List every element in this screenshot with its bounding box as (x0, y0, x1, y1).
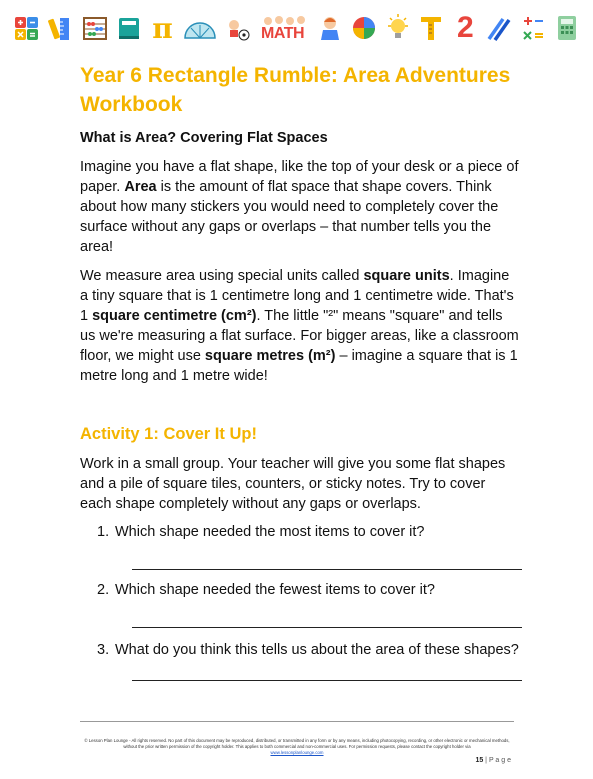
girl-icon (317, 13, 343, 43)
section-heading: What is Area? Covering Flat Spaces (80, 130, 328, 146)
activity-heading: Activity 1: Cover It Up! (80, 425, 257, 443)
header-icon-strip (14, 8, 580, 48)
pie-chart-icon (351, 13, 377, 43)
plus-minus-icon (520, 13, 546, 43)
answer-line[interactable] (132, 680, 522, 681)
pencil-ruler-icon (48, 13, 74, 43)
soccer-ball-icon (225, 13, 251, 43)
page-title: Year 6 Rectangle Rumble: Area Adventures Workbook (80, 64, 511, 116)
answer-line[interactable] (132, 627, 522, 628)
footer-divider (80, 721, 514, 722)
footer-copyright: © Lesson Plan Lounge - All rights reserved. No part of this document may be reproduced, distributed, or transmitted in any form or by any means, including photocopying, recording, or other electronic or mechanical methods, without the prior written permission of the copyright holder. This applies to both commercial and non-commercial uses. For permission requests, please contact the copyright holder via www.lessonplanlounge.com (80, 738, 514, 756)
protractor-icon (183, 13, 217, 43)
answer-line[interactable] (132, 569, 522, 570)
question-item: 1. Which shape needed the most items to cover it? (97, 524, 425, 540)
paragraph-area-intro: Imagine you have a flat shape, like the top of your desk or a piece of paper. Area is the amount of flat space that shape covers. Think about how many stickers you would need to completely cover the surface without any gaps or overlaps – that number tells you the area! (80, 159, 519, 255)
footer-website-link[interactable]: www.lessonplanlounge.com (270, 750, 324, 755)
question-item: 3. What do you think this tells us about the area of these shapes? (97, 642, 519, 658)
math-symbols-icon (14, 13, 40, 43)
abacus-icon (82, 13, 108, 43)
number-two-icon: 2 (456, 11, 474, 44)
question-list (80, 522, 520, 681)
lightbulb-icon (385, 13, 411, 43)
page-content (80, 61, 520, 681)
activity-intro: Work in a small group. Your teacher will give you some flat shapes and a pile of square tiles, counters, or sticky notes. Try to cover each shape completely without any gaps or overlaps. (80, 456, 506, 512)
pencils-icon (486, 13, 512, 43)
paragraph-square-units: We measure area using special units called square units. Imagine a tiny square that is 1 centimetre long and 1 centimetre wide. That's 1 square centimetre (cm²). The little "²" means "square" and tells us we're measuring a flat surface. For bigger areas, like a classroom floor, we might use square metres (m²) – imagine a square that is 1 metre long and 1 metre wide! (80, 268, 519, 384)
pi-icon: π (152, 11, 173, 45)
page-number: 15 | P a g e (475, 757, 511, 764)
book-icon (116, 13, 142, 43)
calculator-icon (554, 13, 580, 43)
kids-math-icon: MATH (259, 13, 309, 43)
question-item: 2. Which shape needed the fewest items to cover it? (97, 582, 435, 598)
t-square-icon (418, 13, 444, 43)
